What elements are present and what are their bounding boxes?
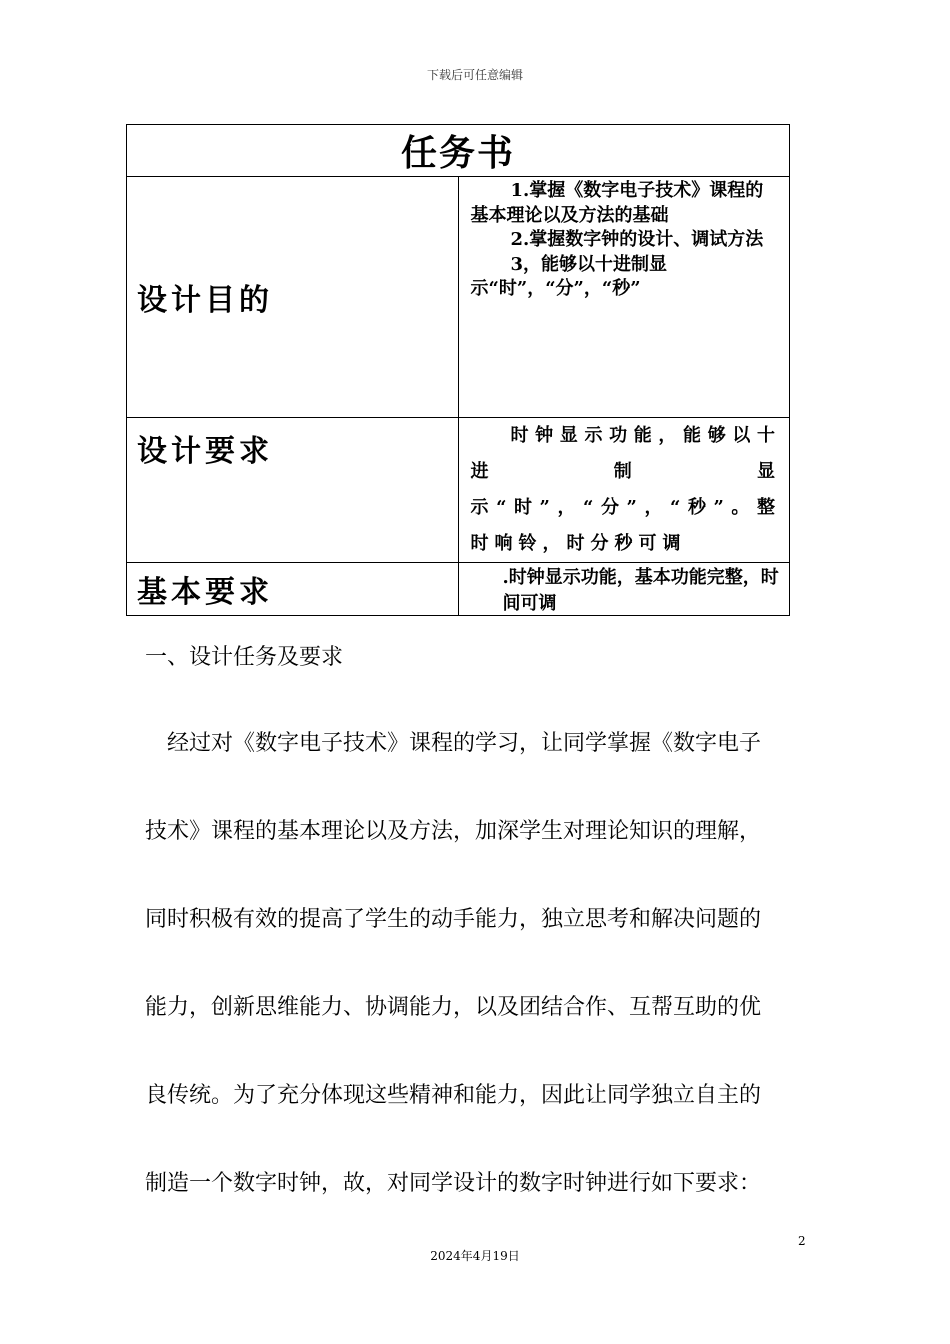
paragraph-line: 能力，创新思维能力、协调能力，以及团结合作、互帮互助的优 <box>145 995 762 1020</box>
purpose-item-1: 1.掌握《数字电子技术》课程的基本理论以及方法的基础 <box>470 180 764 226</box>
row-label-design: 设计要求 <box>127 418 459 563</box>
table-row <box>127 177 790 418</box>
table-row <box>127 418 790 563</box>
row-label-purpose: 设计目的 <box>127 177 459 418</box>
row-content-basic <box>458 563 790 616</box>
paragraph-line: 良传统。为了充分体现这些精神和能力，因此让同学独立自主的 <box>145 1083 762 1108</box>
table-title: 任务书 <box>127 125 790 177</box>
page-footer-date: 2024年4月19日 <box>430 1249 520 1263</box>
paragraph-line: 经过对《数字电子技术》课程的学习，让同学掌握《数字电子 <box>167 731 762 756</box>
page-header: 下载后可任意编辑 <box>426 68 523 82</box>
table-row <box>127 563 790 616</box>
row-content-design <box>458 418 790 563</box>
paragraph-line: 技术》课程的基本理论以及方法，加深学生对理论知识的理解， <box>145 819 762 844</box>
paragraph-line: 制造一个数字时钟，故，对同学设计的数字时钟进行如下要求： <box>145 1171 762 1196</box>
row-label-basic: 基本要求 <box>127 563 459 616</box>
body-paragraph <box>145 700 810 1228</box>
section-heading: 一、设计任务及要求 <box>145 645 344 670</box>
paragraph-line: 同时积极有效的提高了学生的动手能力，独立思考和解决问题的 <box>145 907 762 932</box>
row-content-purpose <box>458 177 790 418</box>
purpose-item-2: 2.掌握数字钟的设计、调试方法 <box>510 229 764 250</box>
task-table <box>126 124 790 616</box>
design-requirement-text: 时钟显示功能，能够以十进制显示“时”，“分”，“秒”。整时响铃，时分秒可调 <box>470 425 781 554</box>
basic-requirement-text: .时钟显示功能，基本功能完整，时间可调 <box>502 567 779 614</box>
purpose-item-3: 3，能够以十进制显示“时”，“分”，“秒” <box>470 253 668 299</box>
page-number: 2 <box>798 1234 806 1248</box>
